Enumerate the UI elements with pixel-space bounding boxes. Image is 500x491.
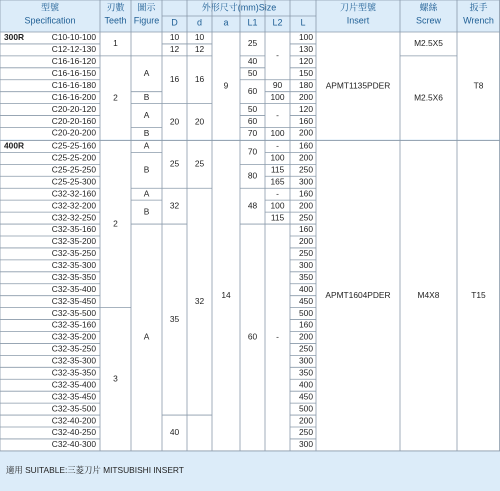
l-value: 300: [299, 355, 313, 366]
header-teeth-en: Teeth: [104, 15, 127, 26]
D-value: 10: [169, 32, 180, 43]
l-value: 130: [299, 44, 313, 55]
spec-model: C32-35-250: [51, 248, 96, 259]
L2-value: 115: [270, 164, 285, 175]
spec-model: C32-35-500: [51, 307, 96, 318]
l-value: 250: [299, 343, 313, 354]
l-value: 160: [299, 224, 313, 235]
header-a: a: [223, 17, 229, 28]
L1-value: 60: [247, 331, 258, 342]
spec-model: C32-35-160: [51, 319, 96, 330]
header-screw-en: Screw: [415, 15, 442, 26]
footer-note: 適用 SUITABLE:三菱刀片 MITSUBISHI INSERT: [6, 465, 184, 476]
L1-value: 70: [247, 128, 258, 139]
l-value: 400: [299, 283, 313, 294]
D-value: 16: [169, 73, 180, 84]
L2-value: -: [276, 331, 279, 342]
header-figure-cn: 圖示: [137, 2, 156, 13]
teeth-value: 2: [113, 218, 118, 229]
l-value: 250: [299, 164, 313, 175]
figure-value: A: [143, 331, 150, 342]
L2-value: -: [276, 109, 279, 120]
d-value: 12: [194, 44, 205, 55]
L2-value: 100: [270, 128, 285, 139]
spec-model: C20-20-160: [51, 115, 96, 126]
l-value: 300: [299, 439, 313, 450]
L2-value: -: [276, 140, 279, 151]
l-value: 250: [299, 427, 313, 438]
header-figure-en: Figure: [133, 15, 160, 26]
L1-value: 48: [247, 200, 258, 211]
D-value: 20: [169, 116, 180, 127]
L1-value: 80: [247, 170, 258, 181]
spec-model: C32-32-160: [51, 188, 96, 199]
figure-value: A: [143, 68, 150, 79]
figure-value: B: [143, 128, 150, 139]
spec-model: C25-25-160: [51, 140, 96, 151]
L1-value: 40: [247, 56, 258, 67]
teeth-value: 2: [113, 92, 118, 103]
l-value: 300: [299, 260, 313, 271]
spec-model: C16-16-120: [51, 56, 96, 67]
l-value: 120: [299, 56, 313, 67]
d-value: 32: [194, 295, 205, 306]
l-value: 160: [299, 140, 313, 151]
l-value: 250: [299, 248, 313, 259]
figure-value: B: [143, 164, 150, 175]
a-value: 14: [221, 289, 231, 300]
spec-model: C32-40-200: [51, 415, 96, 426]
l-value: 160: [299, 188, 313, 199]
d-value: 10: [194, 32, 205, 43]
header-insert-en: Insert: [346, 15, 370, 26]
wrench-value: T8: [473, 80, 484, 91]
header-wrench-en: Wrench: [463, 15, 494, 26]
spec-model: C32-35-500: [51, 403, 96, 414]
spec-model: C16-16-180: [51, 79, 96, 90]
insert-value: APMT1604PDER: [325, 289, 391, 300]
spec-model: C32-35-300: [51, 355, 96, 366]
L2-value: 115: [270, 212, 285, 223]
spec-model: C32-40-300: [51, 439, 96, 450]
header-insert-cn: 刀片型號: [339, 2, 377, 13]
spec-model: C32-35-200: [51, 236, 96, 247]
header-d: D: [171, 17, 178, 28]
figure-value: A: [143, 188, 150, 199]
l-value: 300: [299, 176, 313, 187]
l-value: 350: [299, 367, 313, 378]
spec-model: C12-12-130: [51, 44, 96, 55]
spec-model: C32-35-250: [51, 343, 96, 354]
l-value: 500: [299, 307, 313, 318]
d-value: 25: [194, 158, 205, 169]
header-wrench-cn: 扳手: [469, 2, 488, 13]
L1-value: 25: [247, 38, 258, 49]
insert-value: APMT1135PDER: [325, 80, 391, 91]
L2-value: 165: [270, 176, 285, 187]
l-value: 200: [299, 127, 313, 138]
L2-value: -: [276, 188, 279, 199]
l-value: 200: [299, 152, 313, 163]
header-teeth-cn: 刃數: [106, 2, 125, 13]
L2-value: 100: [270, 200, 285, 211]
D-value: 35: [169, 313, 180, 324]
spec-model: C32-32-200: [51, 200, 96, 211]
header-l: L: [300, 17, 306, 28]
l-value: 450: [299, 295, 313, 306]
teeth-value: 3: [113, 373, 118, 384]
header-l2: L2: [272, 17, 283, 28]
l-value: 100: [299, 32, 313, 43]
L1-value: 50: [247, 103, 258, 114]
spec-model: C32-35-400: [51, 379, 96, 390]
a-value: 9: [223, 80, 229, 91]
spec-model: C25-25-200: [51, 152, 96, 163]
l-value: 160: [299, 319, 313, 330]
header-spec-en: Specification: [24, 15, 76, 26]
d-value: 20: [194, 116, 205, 127]
screw-value: M4X8: [417, 289, 440, 300]
series-label: 400R: [4, 140, 25, 151]
spec-model: C20-20-120: [51, 103, 96, 114]
D-value: 32: [169, 200, 180, 211]
figure-value: B: [143, 206, 150, 217]
spec-model: C32-35-350: [51, 367, 96, 378]
D-value: 40: [169, 427, 180, 438]
header-spec-cn: 型號: [40, 2, 60, 13]
l-value: 450: [299, 391, 313, 402]
spec-model: C32-35-350: [51, 271, 96, 282]
L1-value: 60: [247, 85, 258, 96]
l-value: 500: [299, 403, 313, 414]
spec-model: C25-25-250: [51, 164, 96, 175]
l-value: 250: [299, 212, 313, 223]
l-value: 200: [299, 236, 313, 247]
l-value: 200: [299, 91, 313, 102]
spec-model: C10-10-100: [51, 32, 96, 43]
header-size-title: 外形尺寸(mm)Size: [201, 2, 277, 13]
L2-value: 100: [270, 152, 285, 163]
spec-model: C32-32-250: [51, 212, 96, 223]
d-value: 16: [194, 73, 205, 84]
spec-model: C16-16-150: [51, 68, 96, 79]
spec-model: C32-40-250: [51, 427, 96, 438]
D-value: 12: [169, 44, 180, 55]
screw-value: M2.5X6: [414, 92, 443, 103]
L2-value: 100: [270, 91, 285, 102]
spec-model: C25-25-300: [51, 176, 96, 187]
l-value: 200: [299, 200, 313, 211]
spec-model: C32-35-200: [51, 331, 96, 342]
series-label: 300R: [4, 32, 25, 43]
l-value: 180: [299, 79, 313, 90]
l-value: 150: [299, 68, 313, 79]
spec-model: C32-35-300: [51, 260, 96, 271]
header-screw-cn: 螺絲: [419, 2, 438, 13]
spec-model: C32-35-160: [51, 224, 96, 235]
header-l1: L1: [247, 17, 258, 28]
screw-value: M2.5X5: [414, 38, 443, 49]
teeth-value: 1: [113, 38, 118, 49]
spec-model: C16-16-200: [51, 91, 96, 102]
L2-value: 90: [272, 79, 283, 90]
figure-value: B: [143, 91, 150, 102]
D-value: 25: [169, 158, 180, 169]
l-value: 200: [299, 331, 313, 342]
header-d: d: [196, 17, 203, 28]
L1-value: 70: [247, 146, 258, 157]
wrench-value: T15: [471, 289, 486, 300]
spec-model: C32-35-450: [51, 295, 96, 306]
l-value: 350: [299, 271, 313, 282]
L2-value: -: [276, 50, 279, 61]
l-value: 200: [299, 415, 313, 426]
figure-value: A: [143, 140, 150, 151]
spec-model: C32-35-450: [51, 391, 96, 402]
spec-model: C32-35-400: [51, 283, 96, 294]
l-value: 160: [299, 115, 313, 126]
L1-value: 50: [247, 68, 258, 79]
l-value: 120: [299, 103, 313, 114]
L1-value: 60: [247, 115, 258, 126]
figure-value: A: [143, 109, 150, 120]
spec-model: C20-20-200: [51, 127, 96, 138]
l-value: 400: [299, 379, 313, 390]
